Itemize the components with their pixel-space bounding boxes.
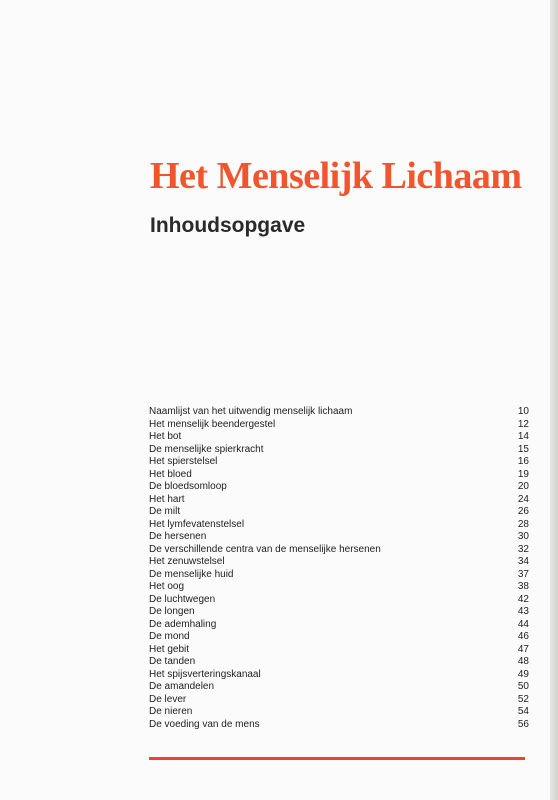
toc-entry-page-number: 50 (517, 681, 529, 692)
toc-entry-title: De ademhaling (149, 618, 217, 630)
toc-entry[interactable] (149, 444, 529, 457)
page-edge (550, 0, 558, 800)
toc-entry-title: De longen (149, 606, 195, 617)
toc-entry-title: De mond (149, 631, 190, 642)
toc-entry[interactable] (149, 431, 529, 444)
toc-entry-page-number: 37 (517, 568, 529, 580)
toc-entry-page-number: 52 (517, 693, 529, 705)
toc-entry-page-number: 24 (517, 493, 529, 505)
toc-entry[interactable] (149, 406, 529, 419)
toc-entry-page-number: 15 (517, 443, 529, 455)
toc-entry-page-number: 20 (517, 481, 529, 492)
toc-entry-title: De menselijke spierkracht (149, 443, 264, 455)
toc-entry-title: De luchtwegen (149, 593, 216, 605)
toc-entry[interactable] (149, 619, 529, 632)
toc-entry-page-number: 49 (517, 668, 529, 680)
toc-entry-page-number: 48 (517, 656, 529, 667)
toc-entry-page-number: 42 (517, 593, 529, 605)
toc-entry[interactable] (149, 669, 529, 682)
toc-entry-title: De hersenen (149, 531, 207, 542)
toc-entry-page-number: 19 (517, 468, 529, 480)
toc-entry-title: De voeding van de mens (149, 718, 260, 730)
toc-entry[interactable] (149, 419, 529, 432)
toc-entry-page-number: 54 (517, 706, 529, 717)
toc-entry-title: De menselijke huid (149, 568, 234, 580)
toc-entry[interactable] (149, 719, 529, 732)
toc-entry[interactable] (149, 656, 529, 669)
toc-entry-title: Het lymfevatenstelsel (149, 518, 245, 530)
table-of-contents (149, 406, 529, 731)
bottom-rule (149, 757, 525, 760)
toc-entry[interactable] (149, 569, 529, 582)
toc-entry-title: Het spijsverteringskanaal (149, 668, 261, 680)
toc-entry[interactable] (149, 494, 529, 507)
toc-entry-page-number: 28 (517, 518, 529, 530)
toc-entry[interactable] (149, 469, 529, 482)
toc-entry[interactable] (149, 681, 529, 694)
toc-entry[interactable] (149, 481, 529, 494)
toc-entry-title: Naamlijst van het uitwendig menselijk lichaam (149, 406, 353, 417)
toc-entry-title: De verschillende centra van de menselijke hersenen (149, 543, 381, 555)
toc-entry-title: De lever (149, 693, 187, 705)
toc-entry-page-number: 44 (517, 618, 529, 630)
toc-entry[interactable] (149, 556, 529, 569)
toc-entry-title: De milt (149, 506, 181, 517)
toc-entry-title: Het spierstelsel (149, 456, 218, 467)
toc-entry-page-number: 47 (517, 643, 529, 655)
toc-entry-title: De amandelen (149, 681, 215, 692)
toc-entry-page-number: 32 (517, 543, 529, 555)
toc-entry-title: Het bloed (149, 468, 192, 480)
toc-entry-title: Het bot (149, 431, 182, 442)
toc-entry[interactable] (149, 581, 529, 594)
toc-entry[interactable] (149, 506, 529, 519)
toc-entry-page-number: 56 (517, 718, 529, 730)
toc-entry-page-number: 38 (517, 581, 529, 592)
toc-entry-title: Het oog (149, 581, 185, 592)
toc-entry[interactable] (149, 694, 529, 707)
toc-entry[interactable] (149, 456, 529, 469)
toc-entry-title: De bloedsomloop (149, 481, 227, 492)
toc-entry[interactable] (149, 544, 529, 557)
toc-entry[interactable] (149, 519, 529, 532)
toc-entry-page-number: 12 (517, 418, 529, 430)
toc-entry[interactable] (149, 531, 529, 544)
toc-entry-page-number: 26 (517, 506, 529, 517)
toc-entry-page-number: 14 (517, 431, 529, 442)
toc-entry-title: De nieren (149, 706, 193, 717)
toc-entry-title: Het hart (149, 493, 185, 505)
toc-entry-title: De tanden (149, 656, 196, 667)
toc-entry-page-number: 10 (517, 406, 529, 417)
toc-entry-page-number: 43 (517, 606, 529, 617)
toc-entry[interactable] (149, 631, 529, 644)
toc-entry[interactable] (149, 644, 529, 657)
toc-entry[interactable] (149, 706, 529, 719)
toc-entry-page-number: 16 (517, 456, 529, 467)
toc-entry-title: Het zenuwstelsel (149, 556, 225, 567)
toc-entry[interactable] (149, 594, 529, 607)
toc-entry-page-number: 34 (517, 556, 529, 567)
toc-entry-title: Het menselijk beendergestel (149, 418, 276, 430)
toc-entry-title: Het gebit (149, 643, 190, 655)
page-subtitle: Inhoudsopgave (150, 214, 306, 237)
toc-entry-page-number: 30 (517, 531, 529, 542)
toc-entry[interactable] (149, 606, 529, 619)
toc-entry-page-number: 46 (517, 631, 529, 642)
page-title: Het Menselijk Lichaam (150, 155, 522, 197)
